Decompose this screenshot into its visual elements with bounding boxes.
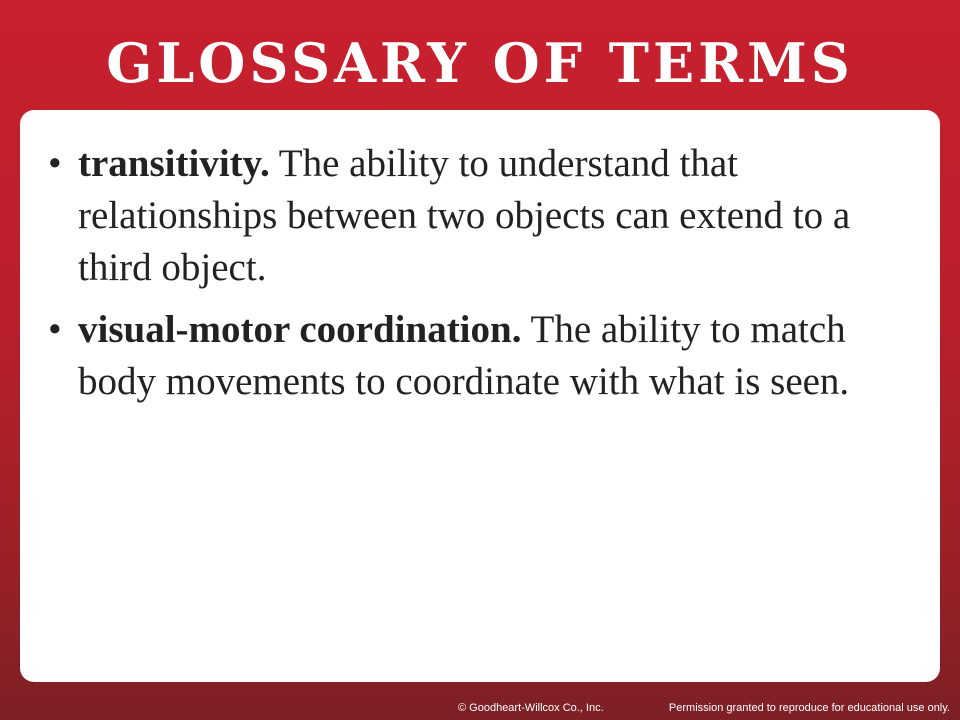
term-label: visual-motor coordination. — [78, 308, 522, 351]
footer-permission: Permission granted to reproduce for educational use only. — [668, 702, 950, 714]
bullet-icon: • — [48, 308, 62, 351]
term-definition: The ability to match body movements to coordinate with what is seen. — [78, 308, 850, 403]
term-definition: The ability to understand that relationships between two objects can extend to a third object. — [78, 142, 851, 289]
glossary-item-transitivity — [48, 138, 920, 294]
content-panel — [20, 110, 940, 682]
glossary-list — [48, 138, 920, 418]
glossary-item-visual-motor-coordination — [48, 304, 920, 408]
slide-title: GLOSSARY OF TERMS — [106, 31, 854, 95]
bullet-icon: • — [48, 142, 62, 185]
footer-copyright: © Goodheart-Willcox Co., Inc. — [458, 702, 604, 714]
term-label: transitivity. — [78, 142, 270, 185]
